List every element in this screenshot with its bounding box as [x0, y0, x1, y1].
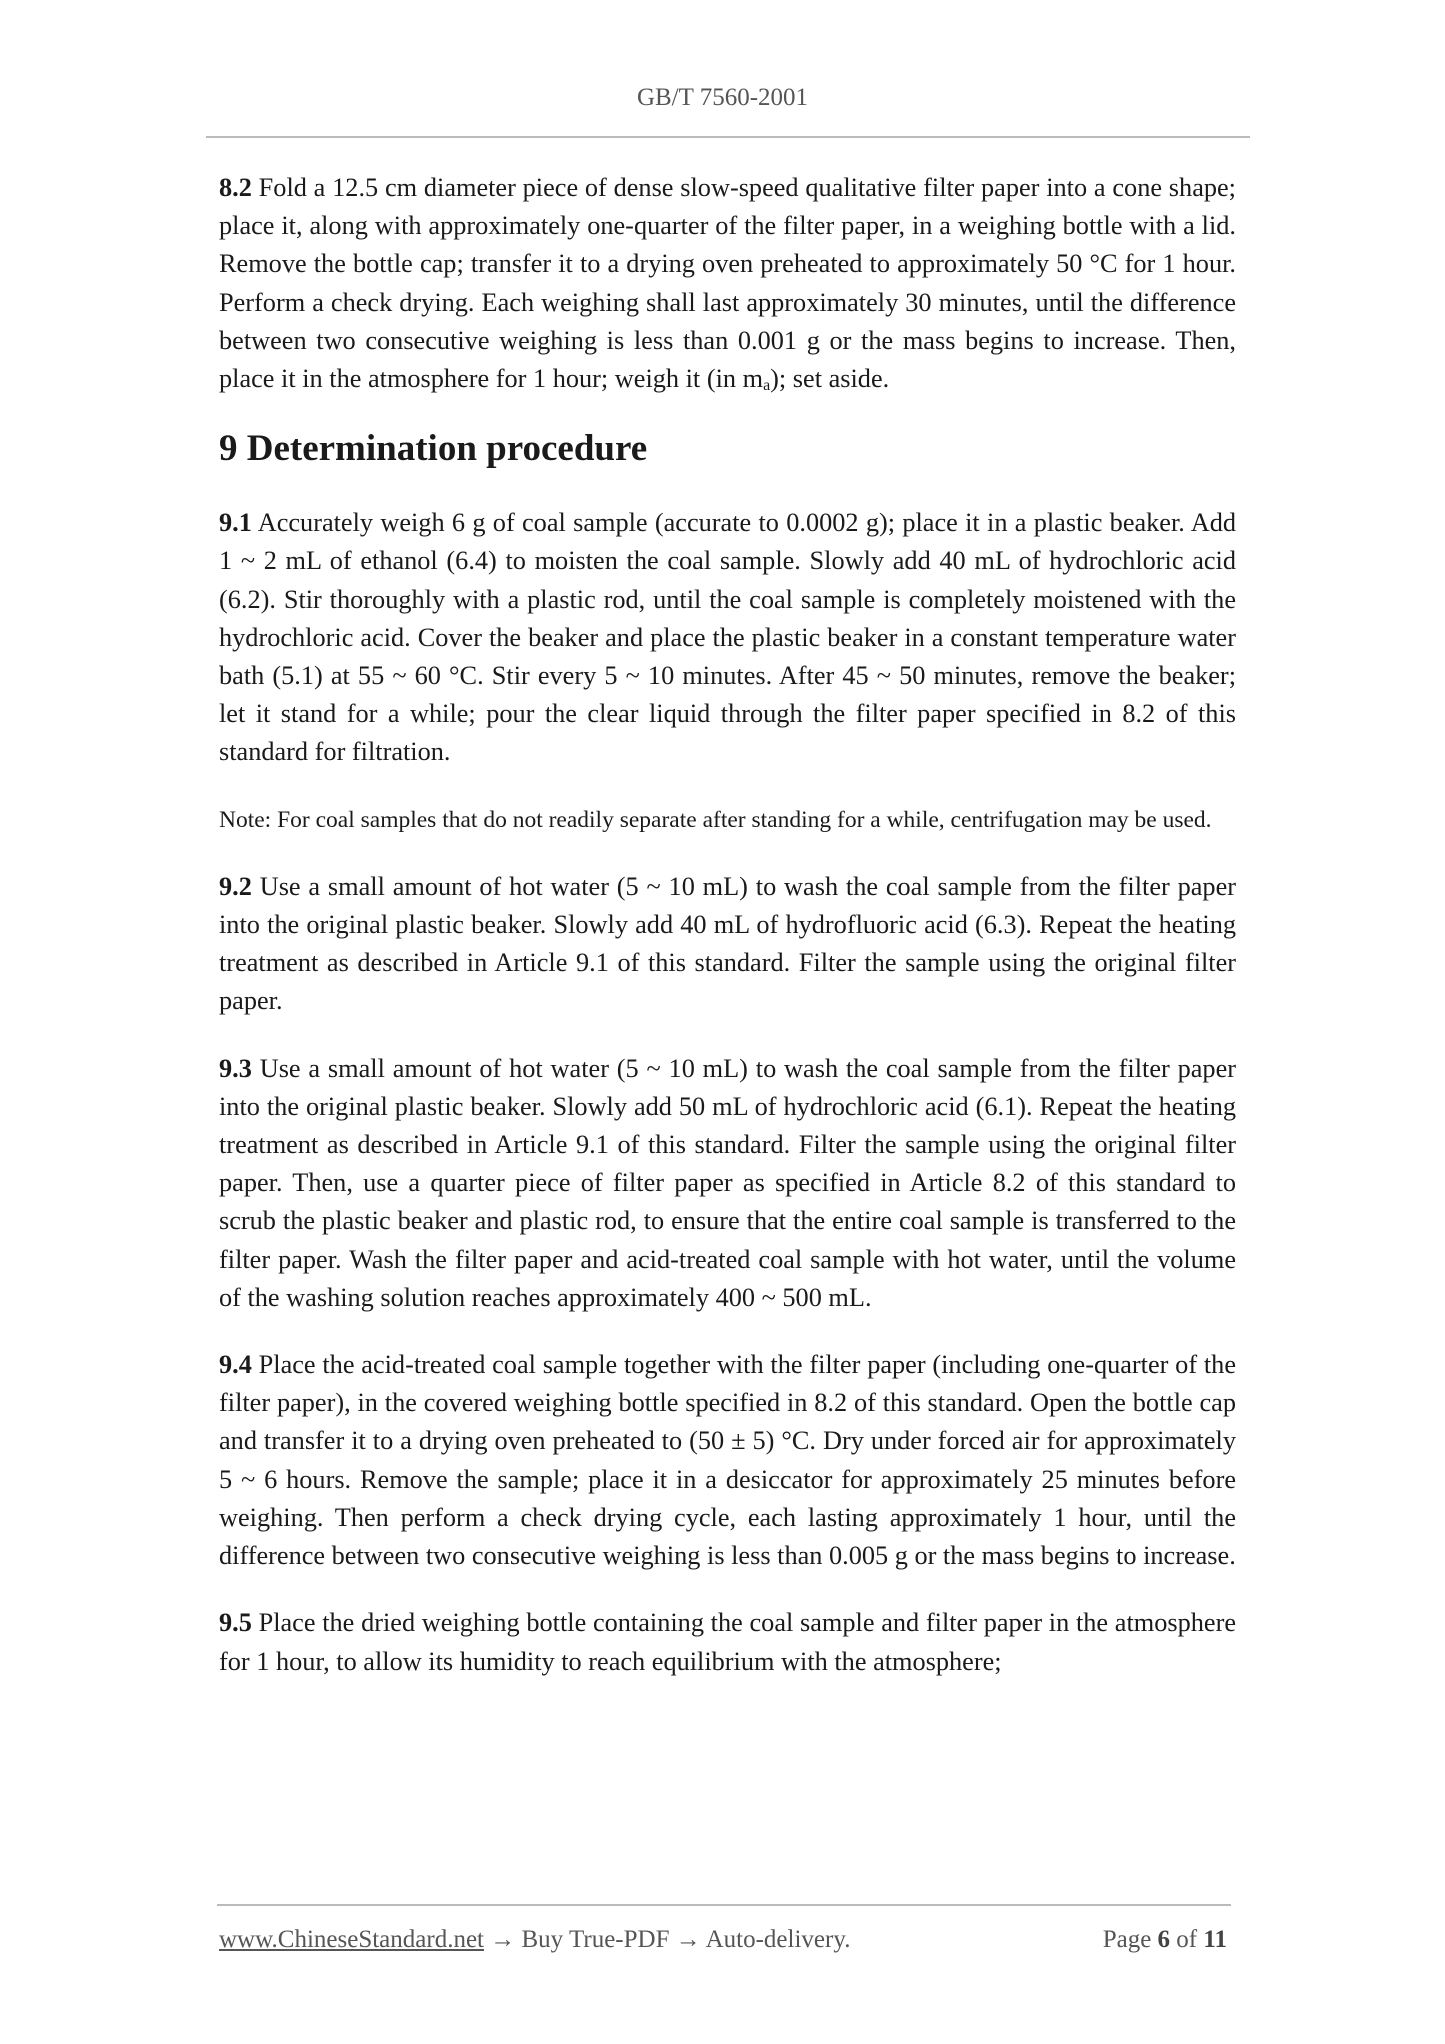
clause-8-2 — [219, 169, 1236, 398]
clause-9-2 — [219, 868, 1236, 1021]
subscript: a — [763, 377, 771, 395]
clause-text: Use a small amount of hot water (5 ~ 10 mL) to wash the coal sample from the filter paper into the original plastic beaker. Slowly add 50 mL of hydrochloric acid (6.1). Repeat the heating treatment as described in Article 9.1 of this standard. Filter the sample using the original filter paper. Then, use a quarter piece of filter paper as specified in Article 8.2 of this standard to scrub the plastic beaker and plastic rod, to ensure that the entire coal sample is transferred to the filter paper. Wash the filter paper and acid-treated coal sample with hot water, until the volume of the washing solution reaches approximately 400 ~ 500 mL. — [219, 1053, 1236, 1312]
current-page: 6 — [1157, 1926, 1171, 1953]
total-pages: 11 — [1203, 1926, 1227, 1953]
delivery-text: Auto-delivery. — [705, 1926, 851, 1953]
clause-9-5 — [219, 1604, 1236, 1680]
website-link[interactable]: www.ChineseStandard.net — [219, 1926, 484, 1953]
of-label: of — [1170, 1926, 1204, 1953]
clause-text: Use a small amount of hot water (5 ~ 10 mL) to wash the coal sample from the filter paper into the original plastic beaker. Slowly add 40 mL of hydrofluoric acid (6.3). Repeat the heating treatment as described in Article 9.1 of this standard. Filter the sample using the original filter paper. — [219, 871, 1236, 1016]
note: Note: For coal samples that do not readily separate after standing for a while, centrifugation may be used. — [219, 806, 1212, 833]
header-divider — [206, 136, 1250, 138]
arrow-icon: → — [669, 1926, 706, 1953]
clause-9-1 — [219, 504, 1236, 771]
footer — [219, 1926, 1231, 1954]
document-id-header: GB/T 7560-2001 — [636, 84, 809, 111]
page-label: Page — [1102, 1926, 1158, 1953]
clause-number: 9.2 — [219, 871, 252, 901]
clause-number: 9.1 — [219, 508, 252, 538]
clause-number: 8.2 — [219, 173, 252, 202]
footer-promo — [219, 1926, 850, 1954]
footer-divider — [217, 1904, 1231, 1906]
clause-number: 9.3 — [219, 1053, 252, 1083]
clause-number: 9.4 — [219, 1350, 252, 1380]
buy-text: Buy True-PDF — [521, 1926, 670, 1953]
clause-number: 9.5 — [219, 1608, 252, 1638]
clause-9-3 — [219, 1050, 1236, 1317]
section-heading: 9 Determination procedure — [219, 428, 648, 470]
clause-text: Accurately weigh 6 g of coal sample (accurate to 0.0002 g); place it in a plastic beaker. Add 1 ~ 2 mL of ethanol (6.4) to moisten the coal sample. Slowly add 40 mL of hydrochloric acid (6.2). Stir thoroughly with a plastic rod, until the coal sample is completely moistened with the hydrochloric acid. Cover the beaker and place the plastic beaker in a constant temperature water bath (5.1) at 55 ~ 60 °C. Stir every 5 ~ 10 minutes. After 45 ~ 50 minutes, remove the beaker; let it stand for a while; pour the clear liquid through the filter paper specified in 8.2 of this standard for filtration. — [219, 508, 1236, 767]
clause-text: Place the acid-treated coal sample together with the filter paper (including one-quarter of the filter paper), in the covered weighing bottle specified in 8.2 of this standard. Open the bottle cap and transfer it to a drying oven preheated to (50 ± 5) °C. Dry under forced air for approximately 5 ~ 6 hours. Remove the sample; place it in a desiccator for approximately 25 minutes before weighing. Then perform a check drying cycle, each lasting approximately 1 hour, until the difference between two consecutive weighing is less than 0.005 g or the mass begins to increase. — [219, 1350, 1236, 1571]
clause-text-end: ); set aside. — [770, 364, 890, 394]
page-indicator — [1103, 1926, 1227, 1954]
clause-text: Fold a 12.5 cm diameter piece of dense slow-speed qualitative filter paper into a cone shape; place it, along with approximately one-quarter of the filter paper, in a weighing bottle with a lid. Remove the bottle cap; transfer it to a drying oven preheated to approximately 50 °C for 1 hour. Perform a check drying. Each weighing shall last approximately 30 minutes, until the difference between two consecutive weighing is less than 0.001 g or the mass begins to increase. Then, place it in the atmosphere for 1 hour; weigh it (in m — [219, 173, 1236, 394]
document-body — [219, 169, 1236, 1710]
clause-text: Place the dried weighing bottle containing the coal sample and filter paper in the atmosphere for 1 hour, to allow its humidity to reach equilibrium with the atmosphere; — [219, 1608, 1236, 1676]
clause-9-4 — [219, 1346, 1236, 1575]
arrow-icon: → — [484, 1926, 522, 1953]
